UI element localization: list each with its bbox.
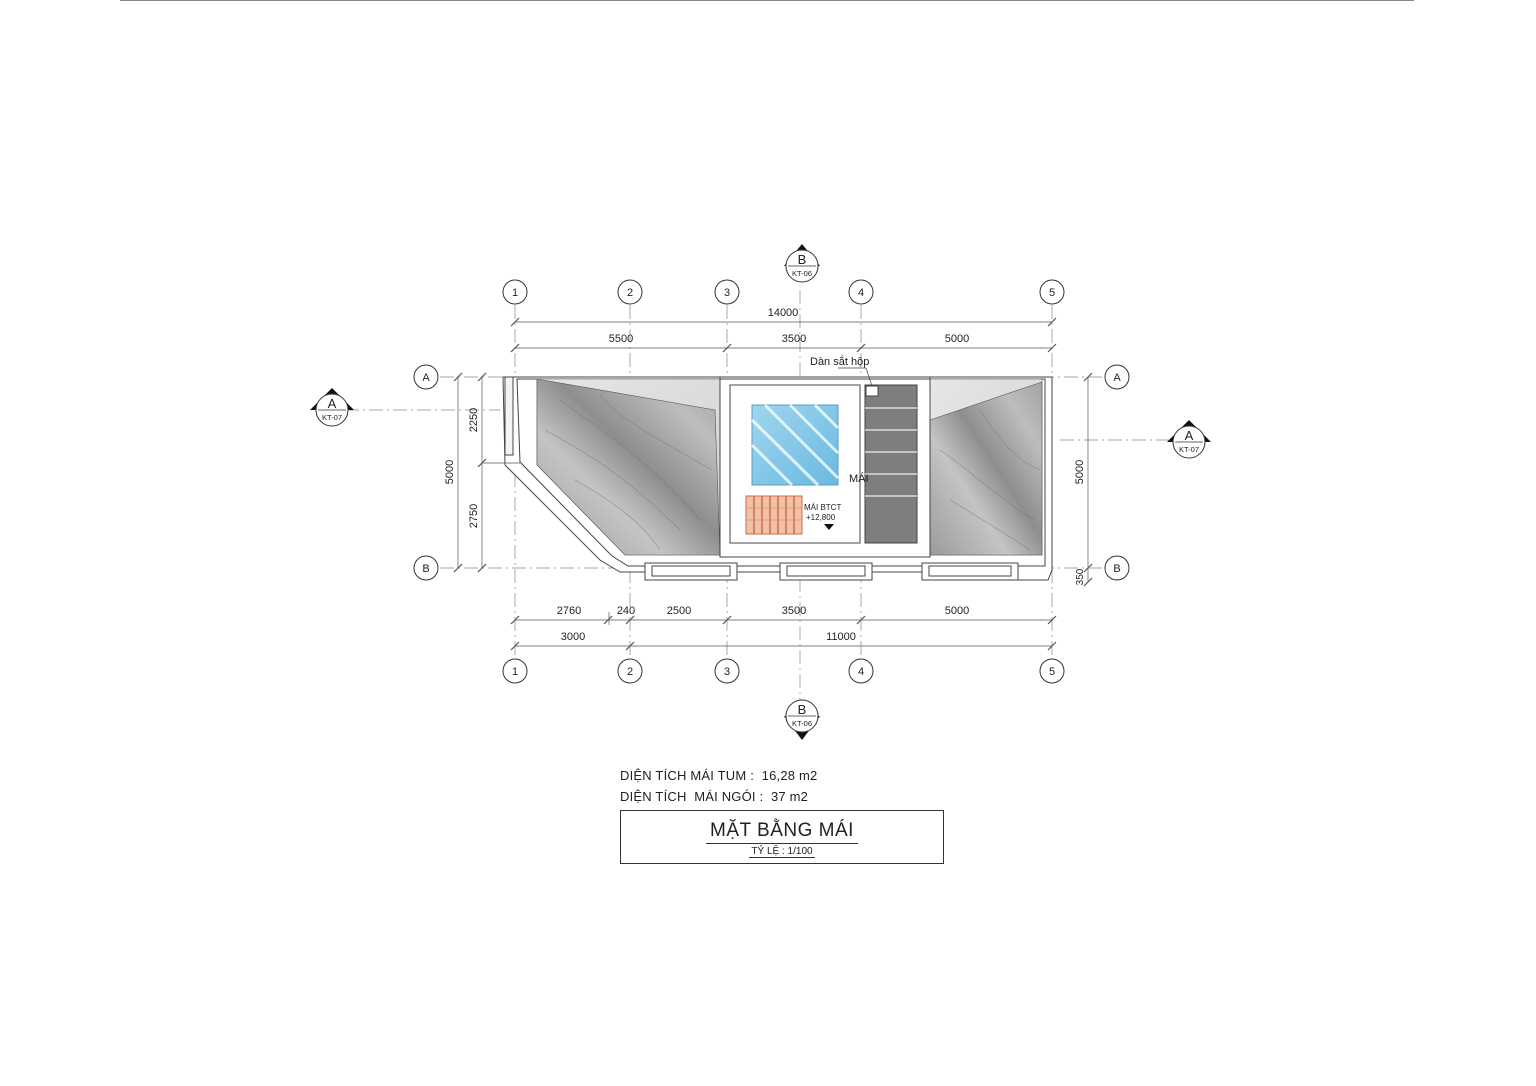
central-roof-box bbox=[720, 368, 930, 557]
grid-bubble-5-bottom bbox=[1040, 659, 1064, 683]
dim-top-1: 5500 bbox=[608, 333, 634, 345]
svg-text:4: 4 bbox=[857, 666, 865, 678]
section-marker-a-left bbox=[310, 388, 354, 426]
dim-bottom-1: 2760 bbox=[556, 605, 582, 617]
tum-roof-area: DIỆN TÍCH MÁI TUM : 16,28 m2 bbox=[620, 768, 818, 783]
grid-bubbles-top bbox=[503, 280, 1064, 304]
svg-text:3: 3 bbox=[723, 666, 731, 678]
section-marker-b-top bbox=[784, 244, 820, 282]
grid-bubble-1-top bbox=[503, 280, 527, 304]
grid-bubbles-bottom bbox=[503, 659, 1064, 683]
svg-text:4: 4 bbox=[857, 287, 865, 299]
dim-right-overall: 5000 bbox=[1074, 459, 1086, 485]
grid-bubble-4-bottom bbox=[849, 659, 873, 683]
truss-label: Dàn sắt hộp bbox=[810, 356, 870, 368]
dim-left-1: 2250 bbox=[468, 407, 480, 433]
svg-text:1: 1 bbox=[511, 666, 519, 678]
svg-text:2: 2 bbox=[626, 666, 634, 678]
svg-text:2: 2 bbox=[626, 287, 634, 299]
drawing-title: MẶT BẰNG MÁI bbox=[706, 820, 858, 844]
svg-text:A: A bbox=[327, 396, 337, 411]
grid-bubble-1-bottom bbox=[503, 659, 527, 683]
svg-text:B: B bbox=[797, 252, 807, 267]
grid-bubble-3-bottom bbox=[715, 659, 739, 683]
svg-text:1: 1 bbox=[511, 287, 519, 299]
grid-bubble-a-left bbox=[414, 365, 438, 389]
left-roof-tile-area bbox=[537, 379, 720, 555]
svg-text:5: 5 bbox=[1048, 287, 1056, 299]
dim-top-2: 3500 bbox=[781, 333, 807, 345]
dim-right-1: 350 bbox=[1075, 568, 1086, 586]
grid-bubble-a-right bbox=[1105, 365, 1129, 389]
grid-bubble-2-top bbox=[618, 280, 642, 304]
svg-text:B: B bbox=[422, 563, 430, 575]
dim-bottom-overall-1: 3000 bbox=[560, 631, 586, 643]
title-block bbox=[620, 810, 944, 864]
roof-partial-label: MÁI bbox=[849, 473, 869, 485]
svg-text:B: B bbox=[797, 702, 807, 717]
dim-left-overall: 5000 bbox=[444, 459, 456, 485]
grid-bubble-5-top bbox=[1040, 280, 1064, 304]
svg-text:A: A bbox=[1184, 428, 1194, 443]
dim-bottom-overall-2: 11000 bbox=[826, 631, 856, 643]
svg-text:KT-07: KT-07 bbox=[321, 413, 343, 422]
svg-text:A: A bbox=[422, 372, 430, 384]
dim-left-2: 2750 bbox=[468, 503, 480, 529]
right-roof-tile-area bbox=[930, 379, 1042, 555]
grid-bubble-3-top bbox=[715, 280, 739, 304]
grid-bubble-4-top bbox=[849, 280, 873, 304]
svg-text:3: 3 bbox=[723, 287, 731, 299]
elevation-label: +12,800 bbox=[806, 513, 836, 522]
dim-bottom-4: 3500 bbox=[781, 605, 807, 617]
dim-bottom-5: 5000 bbox=[944, 605, 970, 617]
dim-bottom-3: 2500 bbox=[666, 605, 692, 617]
section-marker-b-bottom bbox=[784, 700, 820, 740]
grid-bubble-b-left bbox=[414, 556, 438, 580]
svg-text:KT-06: KT-06 bbox=[791, 269, 813, 278]
tile-roof-area: DIỆN TÍCH MÁI NGÓI : 37 m2 bbox=[620, 789, 809, 804]
svg-text:B: B bbox=[1113, 563, 1121, 575]
svg-text:A: A bbox=[1113, 372, 1121, 384]
btct-roof-label: MÁI BTCT bbox=[804, 503, 842, 512]
grid-bubble-b-right bbox=[1105, 556, 1129, 580]
svg-text:KT-06: KT-06 bbox=[791, 719, 813, 728]
grid-bubble-2-bottom bbox=[618, 659, 642, 683]
dim-top-overall: 14000 bbox=[767, 307, 799, 319]
svg-text:5: 5 bbox=[1048, 666, 1056, 678]
svg-text:KT-07: KT-07 bbox=[1178, 445, 1200, 454]
section-marker-a-right bbox=[1167, 420, 1211, 458]
dim-top-3: 5000 bbox=[944, 333, 970, 345]
dim-bottom-2: 240 bbox=[616, 605, 636, 617]
drawing-scale: TỶ LỆ : 1/100 bbox=[751, 846, 813, 857]
area-notes bbox=[620, 765, 817, 807]
